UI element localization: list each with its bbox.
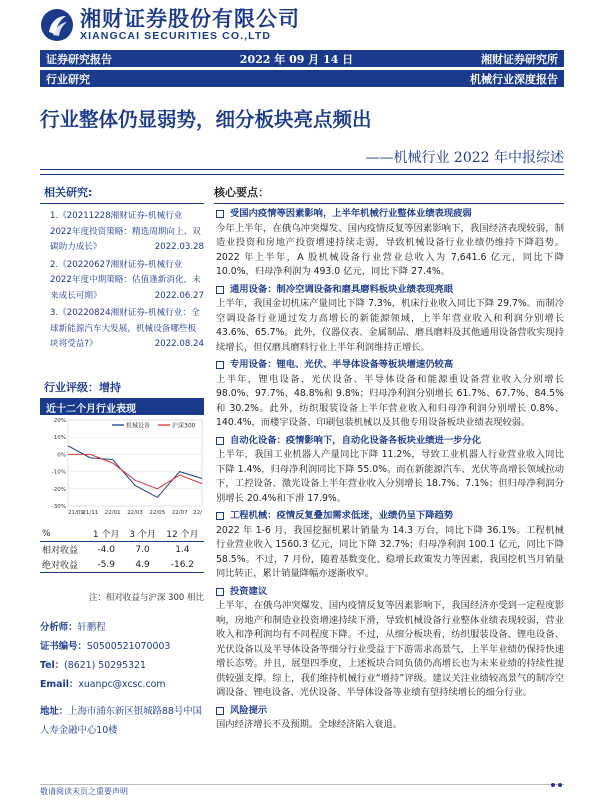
analyst-info [40, 618, 204, 694]
section-body: 上半年，在俄乌冲突爆发、国内疫情反复等因素影响下，我国经济亦受到一定程度影响，房地产和制造业投资增速持续下滑，导致机械设备行业整体业绩表现较弱，营业收入和净利润均有不同程度下降。不过，从细分板块看，纺织服装设备、锂电设备、光伏设备以及半导体设备等细分行业受益于下游需求高景气，上半年业绩仍保持快速增长态势。并且，展望四季度，上述板块合同负债仍高增长也为未来业绩的持续性提供较强支撑。综上，我们维持机械行业“增持”评级。建议关注业绩较高景气的制冷空调设备、锂电设备、光伏设备、半导体设备等业绩有望持续增长的细分行业。 [216, 600, 564, 698]
related-item[interactable] [50, 306, 204, 353]
industry-rating: 行业评级：增持 [40, 376, 204, 399]
section [214, 704, 564, 733]
performance-chart [40, 416, 204, 524]
addr-text: 上海市浦东新区银城路88号中国人寿金融中心10楼 [40, 706, 202, 736]
report-subcategory: 机械行业深度报告 [470, 72, 558, 86]
square-bullet-icon [216, 707, 224, 715]
section-body: 国内经济增长不及预期。全球经济陷入衰退。 [216, 719, 402, 730]
section-title: 工程机械：疫情反复叠加需求低迷，业绩仍呈下降趋势 [230, 510, 454, 521]
section [214, 358, 564, 431]
table-cell: -4.0 [97, 544, 115, 555]
table-header-cell: 12 个月 [161, 526, 204, 542]
report-category: 行业研究 [46, 72, 90, 86]
email-link[interactable]: xuanpc@xcsc.com [78, 679, 166, 690]
square-bullet-icon [216, 512, 224, 520]
related-item-date: 2022.06.27 [154, 290, 204, 301]
header-bar-bottom [40, 70, 564, 87]
related-list [40, 204, 204, 353]
section [214, 283, 564, 356]
related-item-text: 1.《20211228湘财证券-机械行业2022年度投资策略：精选周期向上、双碳助力成长》 [50, 211, 201, 252]
addr-label: 地址： [40, 706, 69, 717]
square-bullet-icon [216, 361, 224, 369]
table-header-cell: % [40, 526, 88, 542]
cert-label: 证书编号： [40, 641, 87, 652]
table-cell: 7.0 [135, 544, 150, 555]
section-title: 专用设备：锂电、光伏、半导体设备等板块增速仍较高 [230, 359, 454, 370]
address [40, 702, 204, 740]
table-cell: -5.9 [88, 557, 124, 573]
chart-y-tick-label: -20% [51, 486, 66, 493]
tel-number: (8621) 50295321 [64, 660, 146, 671]
report-type: 证券研究报告 [46, 52, 112, 66]
chart-x-tick-label: 21/11 [82, 510, 99, 516]
brand-name-en: XIANGCAI SECURITIES CO.,LTD [80, 30, 272, 42]
section [214, 509, 564, 582]
table-row [40, 542, 204, 558]
analyst-label: 分析师： [40, 622, 78, 633]
title-divider [40, 169, 564, 170]
section [214, 207, 564, 280]
table-cell: 1.4 [175, 544, 190, 555]
chart-x-tick-label: 22/07 [171, 510, 188, 516]
square-bullet-icon [216, 210, 224, 218]
related-item-text: 2.《20220627湘财证券-机械行业2022年度中期策略：估值逢新消化，未来成长可期》 [50, 259, 201, 301]
square-bullet-icon [216, 437, 224, 445]
performance-table [40, 526, 204, 573]
related-item-date: 2022.03.28 [154, 242, 204, 252]
section-body: 上半年，我国金切机床产量同比下降 7.3%，机床行业收入同比下降 29.7%。而制冷空调设备行业通过发力高增长的新能源领域，上半年营业收入和利润分别增长 43.6%、65.7%。此外，仪器仪表、金属制品、磨具磨料及其他通用设备营收实现持续增长，但仅磨具磨料行业上半年利润维持正增长。 [216, 298, 564, 353]
footer-divider [40, 784, 564, 785]
square-bullet-icon [216, 286, 224, 294]
section-title: 投资建议 [230, 585, 268, 597]
section-body: 上半年，我国工业机器人产量同比下降 11.2%，导致工业机器人行业营业收入同比下降 1.4%，归母净利润同比下降 55.0%。而在新能源汽车、光伏等高增长领域拉动下，工控设备、激光设备上半年营业收入分别增长 18.7%、7.1%；但归母净利润分别增长 20.4%和下滑 17.9%。 [216, 449, 564, 504]
report-date: 2022 年 09 月 14 日 [239, 52, 354, 66]
chart-x-tick-label: 22/01 [104, 510, 121, 516]
section [214, 585, 564, 701]
chart-x-tick-label: 22/05 [149, 510, 166, 516]
chart-y-tick-label: 20% [53, 418, 66, 424]
table-cell: -16.2 [161, 557, 204, 573]
table-row-label: 相对收益 [42, 546, 79, 556]
legend-hs300: 沪深300 [172, 422, 196, 430]
chart-y-tick-label: -30% [51, 504, 66, 510]
chart-x-tick-label: 22/ [193, 510, 202, 516]
table-header-cell: 1 个月 [88, 526, 124, 542]
chart-y-tick-label: -10% [51, 469, 66, 476]
performance-chart-svg [40, 416, 204, 524]
brand-logo [40, 8, 300, 42]
related-item-date: 2022.08.24 [154, 339, 204, 349]
table-header-cell: 3 个月 [124, 526, 160, 542]
legend-machinery: 机械设备 [126, 422, 151, 430]
footer-disclaimer[interactable]: 敬请阅读末页之重要声明 [40, 787, 128, 796]
section-body: 2022 年 1-6 月，我国挖掘机累计销量为 14.3 万台，同比下降 36.1%。工程机械行业营业收入 1560.3 亿元，同比下降 32.7%；归母净利润 100.1 亿元，同比下降 58.5%。不过，7 月份，随着基数变化、稳增长政策发力等因素，我国挖机当月销量同比转正，累计销量降幅亦逐渐收窄。 [216, 524, 564, 579]
section [214, 434, 564, 507]
report-subtitle: ——机械行业 2022 年中报综述 [365, 150, 564, 166]
key-points-heading: 核心要点： [214, 180, 564, 204]
section-title: 风险提示 [230, 704, 268, 716]
chart-x-tick-label: 21/09 [68, 510, 84, 516]
table-header-row [40, 526, 204, 542]
related-item[interactable] [50, 258, 204, 305]
cert-number: S0500521070003 [86, 641, 171, 652]
header-bar-top [40, 50, 564, 67]
analyst-name: 轩鹏程 [77, 622, 106, 633]
footer-dots-icon [550, 781, 564, 789]
chart-x-tick-label: 22/03 [127, 510, 143, 516]
email-label: Email： [40, 679, 79, 690]
table-note: 注：相对收益与沪深 300 相比 [88, 593, 204, 603]
chart-heading: 近十二个月行业表现 [40, 398, 204, 415]
related-item[interactable] [50, 209, 204, 256]
research-institute: 湘财证券研究所 [480, 52, 558, 66]
title-divider-second [40, 174, 564, 175]
report-title: 行业整体仍显弱势，细分板块亮点频出 [40, 108, 372, 131]
section-title: 通用设备：制冷空调设备和磨具磨料板块业绩表现亮眼 [230, 283, 454, 295]
main-content [214, 180, 564, 733]
table-row-label: 绝对收益 [40, 557, 88, 573]
related-heading: 相关研究: [40, 180, 204, 204]
section-title: 自动化设备：疫情影响下，自动化设备各板块业绩进一步分化 [230, 434, 482, 446]
table-row [40, 557, 204, 573]
chart-y-tick-label: 10% [53, 435, 66, 442]
chart-y-tick-label: 0% [57, 452, 66, 459]
section-body: 上半年，锂电设备、光伏设备、半导体设备和能源重设备营业收入分别增长 98.0%、97.7%、48.8%和 9.8%；归母净利润分别增长 61.7%、67.7%、84.5%和 30.2%。此外，纺织服装设备上半年营业收入和归母净利润分别增长 0.8%、140.4%，而楼宇设备、印刷包装机械以及其他专用设备板块业绩表现较弱。 [216, 373, 564, 428]
square-bullet-icon [216, 588, 224, 596]
sidebar [40, 180, 204, 736]
tel-label: Tel： [40, 660, 65, 671]
section-title: 受国内疫情等因素影响，上半年机械行业整体业绩表现疲弱 [230, 208, 472, 219]
brand-name-cn: 湘财证券股份有限公司 [80, 7, 300, 31]
table-cell: 4.9 [124, 557, 160, 573]
xiangcai-logo-icon [40, 8, 74, 42]
related-item-text: 3.《20220824湘财证券-机械行业：全球新能源汽车大发展，机械设备哪些板块将受益?》 [50, 308, 200, 349]
section-body: 今年上半年，在俄乌冲突爆发、国内疫情反复等因素影响下，我国经济表现较弱，制造业投资和房地产投资增速持续走弱，导致机械设备行业业绩仍维持下降趋势。2022 年上半年，A 股机械设备行业营业总收入为 7,641.6 亿元，同比下降 10.0%，归母净利润为 493.0 亿元，同比下降 27.4%。 [216, 222, 564, 277]
